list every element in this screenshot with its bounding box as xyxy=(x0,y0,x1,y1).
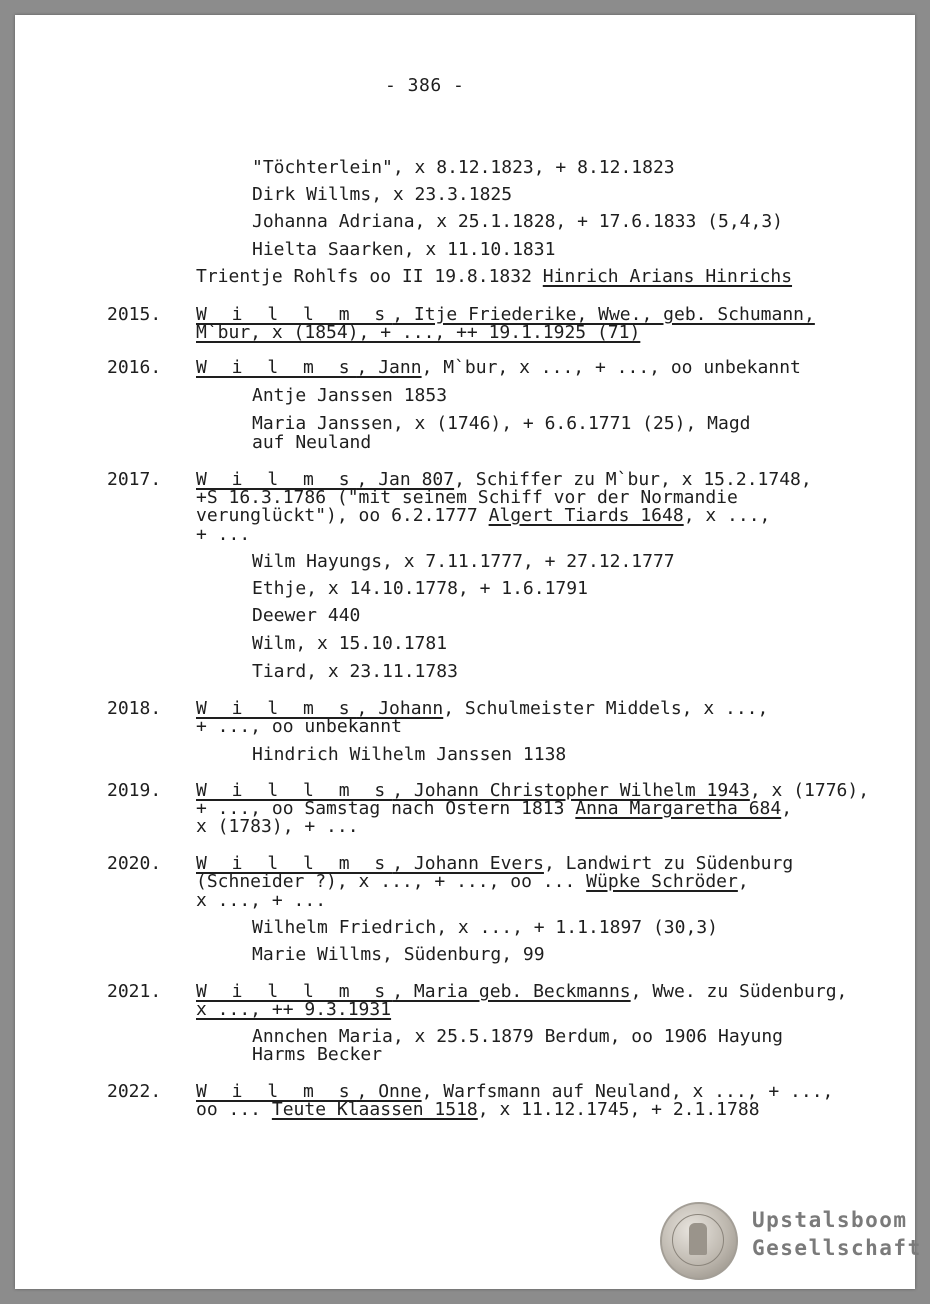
child-line: Wilm, x 15.10.1781 xyxy=(252,633,448,654)
entry-line: x ..., ++ 9.3.1931 xyxy=(196,999,392,1020)
surname: W i l l m s xyxy=(196,853,393,874)
entry-line: W i l l m s, Johann Evers, Landwirt zu Südenburg xyxy=(196,853,794,874)
entry-number: 2021. xyxy=(107,981,162,1002)
document-page xyxy=(15,15,922,1289)
child-line: "Töchterlein", x 8.12.1823, + 8.12.1823 xyxy=(252,157,675,178)
surname: W i l l m s xyxy=(196,780,393,801)
entry-line: + ..., oo Samstag nach Ostern 1813 Anna Margaretha 684, xyxy=(196,798,793,819)
entry-line: oo ... Teute Klaassen 1518, x 11.12.1745, + 2.1.1788 xyxy=(196,1099,760,1120)
child-line: Dirk Willms, x 23.3.1825 xyxy=(252,184,513,205)
entry-line: W i l l m s, Maria geb. Beckmanns, Wwe. zu Südenburg, xyxy=(196,981,848,1002)
child-line: Harms Becker xyxy=(252,1044,383,1065)
child-line: Hindrich Wilhelm Janssen 1138 xyxy=(252,744,567,765)
entry-line: W i l l m s, Johann Christopher Wilhelm 1943, x (1776), xyxy=(196,780,870,801)
child-line: Marie Willms, Südenburg, 99 xyxy=(252,944,545,965)
surname: W i l m s xyxy=(196,357,357,378)
entry-line: x (1783), + ... xyxy=(196,816,359,837)
entry-line: +S 16.3.1786 ("mit seinem Schiff vor der Normandie xyxy=(196,487,738,508)
cross-reference: Wüpke Schröder xyxy=(586,871,738,892)
org-name-line1: Upstalsboom xyxy=(752,1208,908,1232)
child-line: Wilm Hayungs, x 7.11.1777, + 27.12.1777 xyxy=(252,551,675,572)
child-line: auf Neuland xyxy=(252,432,372,453)
entry-number: 2020. xyxy=(107,853,162,874)
child-line: Deewer 440 xyxy=(252,605,361,626)
seal-icon xyxy=(660,1202,738,1280)
entry-line: W i l m s, Johann, Schulmeister Middels, x ..., xyxy=(196,698,769,719)
society-logo xyxy=(660,1202,922,1278)
entry-line: W i l m s, Jan 807, Schiffer zu M`bur, x 15.2.1748, xyxy=(196,469,812,490)
entry-number: 2019. xyxy=(107,780,162,801)
child-line: Ethje, x 14.10.1778, + 1.6.1791 xyxy=(252,578,588,599)
entry-line: x ..., + ... xyxy=(196,890,327,911)
child-line: Tiard, x 23.11.1783 xyxy=(252,661,458,682)
entry-number: 2015. xyxy=(107,304,162,325)
entry-number: 2017. xyxy=(107,469,162,490)
entry-line: W i l m s, Onne, Warfsmann auf Neuland, x ..., + ..., xyxy=(196,1081,834,1102)
child-line: Hielta Saarken, x 11.10.1831 xyxy=(252,239,556,260)
entry-line: verunglückt"), oo 6.2.1777 Algert Tiards 1648, x ..., xyxy=(196,505,771,526)
spouse-line: Trientje Rohlfs oo II 19.8.1832 Hinrich Arians Hinrichs xyxy=(196,266,793,287)
org-name-line2: Gesellschaft xyxy=(752,1236,922,1260)
cross-reference: Hinrich Arians Hinrichs xyxy=(542,266,793,287)
surname: W i l m s xyxy=(196,698,357,719)
surname: W i l m s xyxy=(196,1081,357,1102)
entry-number: 2016. xyxy=(107,357,162,378)
entry-line: W i l l m s, Itje Friederike, Wwe., geb. Schumann, xyxy=(196,304,815,325)
cross-reference: Algert Tiards 1648 xyxy=(488,505,684,526)
cross-reference: Teute Klaassen 1518 xyxy=(271,1099,478,1120)
entry-line: + ... xyxy=(196,524,251,545)
page-number: - 386 - xyxy=(385,75,465,96)
surname: W i l l m s xyxy=(196,981,393,1002)
entry-line: (Schneider ?), x ..., + ..., oo ... Wüpke Schröder, xyxy=(196,871,749,892)
child-line: Johanna Adriana, x 25.1.1828, + 17.6.1833 (5,4,3) xyxy=(252,211,784,232)
entry-line: + ..., oo unbekannt xyxy=(196,716,402,737)
child-line: Wilhelm Friedrich, x ..., + 1.1.1897 (30,3) xyxy=(252,917,718,938)
surname: W i l m s xyxy=(196,469,357,490)
child-line: Annchen Maria, x 25.5.1879 Berdum, oo 1906 Hayung xyxy=(252,1026,784,1047)
cross-reference: Anna Margaretha 684 xyxy=(575,798,782,819)
entry-line: W i l m s, Jann, M`bur, x ..., + ..., oo unbekannt xyxy=(196,357,801,378)
child-line: Maria Janssen, x (1746), + 6.6.1771 (25), Magd xyxy=(252,413,751,434)
child-line: Antje Janssen 1853 xyxy=(252,385,448,406)
surname: W i l l m s xyxy=(196,304,393,325)
entry-number: 2018. xyxy=(107,698,162,719)
entry-line: M`bur, x (1854), + ..., ++ 19.1.1925 (71) xyxy=(196,322,641,343)
entry-number: 2022. xyxy=(107,1081,162,1102)
